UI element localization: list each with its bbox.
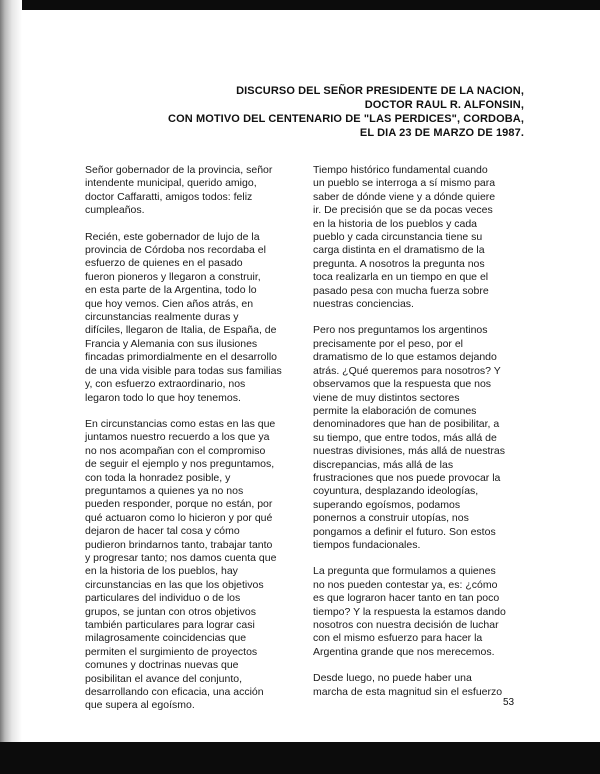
text-line: Pero nos preguntamos los argentinos [313,324,488,337]
scan-top-border [0,0,600,10]
text-line: saber de dónde viene y a dónde quiere [313,190,496,203]
text-line: nuestras conciencias. [313,298,414,311]
text-line: en la historia de los pueblos, hay [85,565,238,578]
text-line: de una vida visible para todas sus familias [85,364,282,377]
text-line: Francia y Alemania con sus ilusiones [85,337,258,350]
heading-line: DOCTOR RAUL R. ALFONSIN, [364,99,524,111]
paragraph [85,164,297,218]
text-line: desarrollando con eficacia, una acción [85,686,264,699]
text-line: provincia de Córdoba nos recordaba el [85,244,266,257]
speech-heading [168,84,524,140]
text-line: toca realizarla en un tiempo en que el [313,271,489,284]
text-line: Tiempo histórico fundamental cuando [313,164,488,176]
text-line: fueron pioneros y llegaron a construir, [85,270,261,283]
text-line: también particulares para lograr casi [85,619,255,631]
text-line: tiempo? Y la respuesta la estamos dando [313,605,506,618]
text-line: posibilitan el avance del conjunto, [85,672,243,685]
text-line: Desde luego, no puede haber una [313,672,472,685]
text-line: ponernos a construir utopías, nos [313,512,469,525]
paragraph [313,164,531,311]
left-text-column [85,164,297,726]
text-line: su tiempo, que entre todos, más allá de [313,431,497,444]
text-line: fincadas primordialmente en el desarrollo [85,351,278,364]
text-line: nosotros con nuestra decisión de luchar [313,619,499,631]
text-line: con el mismo esfuerzo para hacer la [313,632,483,645]
text-line: En circunstancias como estas en las que [85,417,276,430]
text-line: es que lograron hacer tanto en tan poco [313,592,500,605]
text-line: que supera al egoísmo. [85,699,195,712]
text-line: juntamos nuestro recuerdo a los que ya [85,431,270,444]
paragraph [85,418,297,713]
text-line: no nos acompañan con el compromiso [85,444,266,457]
text-line: permite la elaboración de comunes [313,404,477,417]
heading-line: DISCURSO DEL SEÑOR PRESIDENTE DE LA NACION, [236,85,524,97]
paragraph [313,324,531,552]
text-line: discrepancias, más allá de las [313,458,454,471]
text-line: pasado pesa con mucha fuerza sobre [313,284,489,297]
heading-line: CON MOTIVO DEL CENTENARIO DE "LAS PERDICES", CORDOBA, [168,113,524,125]
text-line: Recién, este gobernador de lujo de la [85,230,260,243]
text-line: denominadores que han de posibilitar, a [313,418,500,431]
text-line: comunes y doctrinas nuevas que [85,659,239,672]
text-line: Señor gobernador de la provincia, señor [85,164,273,176]
text-line: dramatismo de lo que estamos dejando [313,351,497,364]
text-line: Argentina grande que nos merecemos. [313,645,495,658]
text-line: permiten el surgimiento de proyectos [85,645,258,658]
paragraph [313,565,531,659]
page-number: 53 [503,697,515,708]
text-line: particulares del individuo o de los [85,592,241,605]
text-line: legaron todo lo que hoy tenemos. [85,391,241,404]
text-line: superando egoísmos, podamos [313,498,461,511]
text-line: pueden responder, porque no están, por [85,498,273,511]
text-line: coyuntura, desplazando ideologías, [313,485,479,498]
text-line: dejaron de hacer tal cosa y cómo [85,525,240,538]
text-line: ir. De precisión que se da pocas veces [313,204,493,217]
text-line: y progresar tanto; nos damos cuenta que [85,551,277,564]
right-text-column [313,164,531,712]
text-line: grupos, se juntan con otros objetivos [85,605,257,618]
text-line: doctor Caffaratti, amigos todos: feliz [85,190,253,203]
text-line: carga distinta en el dramatismo de la [313,244,485,257]
paragraph [313,672,531,699]
text-line: intendente municipal, querido amigo, [85,177,257,190]
text-line: tiempos fundacionales. [313,538,421,551]
text-line: frustraciones que nos puede provocar la [313,471,501,484]
text-line: en la historia de los pueblos y cada [313,217,478,230]
text-line: marcha de esta magnitud sin el esfuerzo [313,685,503,698]
text-line: que hoy vemos. Cien años atrás, en [85,297,254,310]
text-line: precisamente por el peso, por el [313,337,463,350]
text-line: difíciles, llegaron de Italia, de España, de [85,324,277,337]
heading-line: EL DIA 23 DE MARZO DE 1987. [359,127,524,139]
text-line: La pregunta que formulamos a quienes [313,565,496,578]
text-line: viene de muy distintos sectores [313,391,460,404]
text-line: nuestras divisiones, más allá de nuestras [313,445,506,458]
text-line: un pueblo se interroga a sí mismo para [313,177,496,190]
text-line: de seguir el ejemplo y nos preguntamos, [85,458,275,471]
text-line: esfuerzo de quienes en el pasado [85,257,243,270]
text-line: atrás. ¿Qué queremos para nosotros? Y [313,364,501,377]
text-line: con toda la honradez posible, y [85,471,231,484]
scan-left-edge [0,0,22,774]
text-line: pongamos a definir el futuro. Son estos [313,525,496,538]
text-line: preguntamos a quienes ya no nos [85,484,244,497]
scan-bottom-border [0,742,600,774]
text-line: pudieron brindarnos tanto, trabajar tanto [85,538,273,551]
text-line: en esta parte de la Argentina, todo lo [85,284,257,297]
text-line: pregunta. A nosotros la pregunta nos [313,257,485,270]
text-line: y, con esfuerzo extraordinario, nos [85,378,246,391]
text-line: qué actuaron como lo hicieron y por qué [85,511,273,524]
text-line: no nos pueden contestar ya, es: ¿cómo [313,578,498,591]
text-line: circunstancias realmente duras y [85,311,239,324]
text-line: cumpleaños. [85,204,145,217]
text-line: milagrosamente coincidencias que [85,632,247,645]
paragraph [85,231,297,405]
text-line: observamos que la respuesta que nos [313,378,492,391]
text-line: pueblo y cada circunstancia tiene su [313,231,483,244]
text-line: circunstancias en las que los objetivos [85,578,264,591]
